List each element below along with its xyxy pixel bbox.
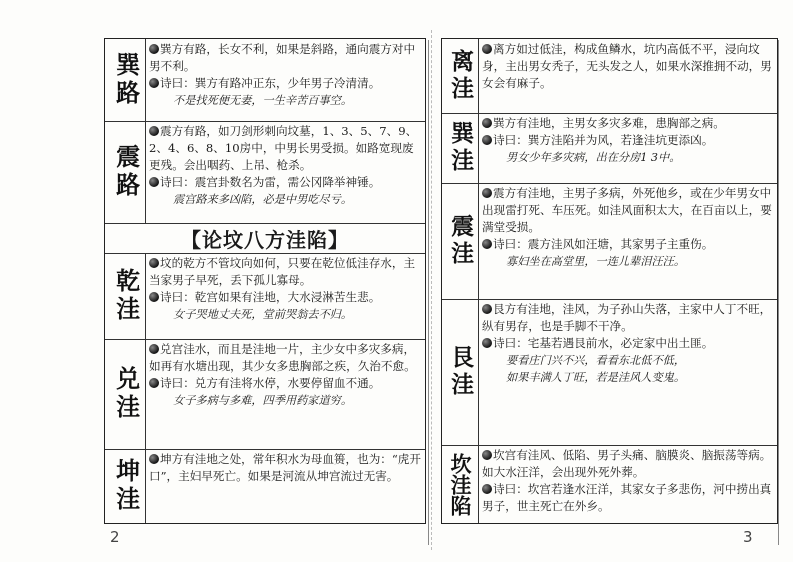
paragraph: 坎宫有洼风、低陷、男子头痛、脑膜炎、脑振荡等病。如大水汪洋，会出现外死外葬。 bbox=[482, 448, 772, 479]
poem-line: 诗曰：巽方有路冲正东，少年男子冷清清。 bbox=[160, 76, 381, 90]
paragraph: 巽方有洼地，主男女多灾多难，患胸部之病。 bbox=[493, 116, 725, 130]
row-gen-hollow bbox=[442, 299, 777, 446]
poem-line: 震宫路来多凶陷，必是中男吃尽亏。 bbox=[173, 193, 353, 206]
section-title bbox=[105, 223, 425, 254]
poem-line: 诗曰：坎宫若逢水汪洋，其家女子多悲伤，河中捞出真男子，世主死亡在外乡。 bbox=[482, 482, 772, 513]
gutter-line-right bbox=[778, 40, 779, 545]
row-content bbox=[146, 339, 425, 449]
paragraph: 艮方有洼地，洼风，为子孙山失落，主家中人丁不旺，纵有男存，也是手脚不干净。 bbox=[482, 302, 772, 333]
row-xun-road bbox=[105, 39, 425, 122]
row-label bbox=[105, 449, 146, 523]
paragraph: 震方有洼地，主男子多病，外死他乡，或在少年男女中出现雷打死、车压死。如洼风面积太大，在百亩以上，要满堂受损。 bbox=[482, 186, 772, 234]
row-label bbox=[442, 113, 479, 183]
poem-line: 要看庄门兴不兴，看看东北低不低， bbox=[506, 354, 686, 367]
poem-line: 诗曰：乾宫如果有洼地，大水浸淋苦生悲。 bbox=[160, 290, 381, 304]
row-content bbox=[146, 121, 425, 223]
poem-line: 诗曰：宅基若遇艮前水，必定家中出土匪。 bbox=[493, 336, 714, 350]
row-zhen-road bbox=[105, 121, 425, 224]
row-kan-hollow bbox=[442, 445, 777, 523]
poem-line: 诗曰：巽方洼陷并为风，若逢洼坑更添凶。 bbox=[493, 133, 714, 147]
label-text: 坎洼陷 bbox=[448, 452, 473, 516]
poem-line: 女子多病与多难，四季用药家道穷。 bbox=[173, 394, 353, 407]
paragraph: 坟的乾方不管坟向如何，只要在乾位低洼存水，主当家男子早死，丢下孤儿寡母。 bbox=[149, 256, 416, 287]
poem-line: 诗曰：兑方有洼将水停，水要停留血不通。 bbox=[160, 376, 381, 390]
bullet-icon bbox=[149, 44, 159, 54]
poem-line: 诗曰：震宫卦数名为雷，需公冈降举神锤。 bbox=[160, 175, 381, 189]
left-page-frame bbox=[104, 38, 426, 524]
row-label bbox=[105, 39, 146, 121]
row-content bbox=[479, 299, 777, 445]
bullet-icon bbox=[482, 118, 492, 128]
label-text: 离洼 bbox=[447, 49, 474, 103]
bullet-icon bbox=[482, 304, 492, 314]
paragraph: 巽方有路，长女不利，如果是斜路，通向震方对中男不利。 bbox=[149, 42, 416, 73]
bullet-icon bbox=[149, 292, 159, 302]
poem-line: 诗曰：震方洼风如汪塘，其家男子主重伤。 bbox=[493, 237, 714, 251]
poem-line: 如果丰满人丁旺，若是洼风人变鬼。 bbox=[506, 371, 686, 384]
label-text: 坤洼 bbox=[111, 458, 140, 514]
bullet-icon bbox=[149, 177, 159, 187]
bullet-icon bbox=[482, 450, 492, 460]
row-label bbox=[105, 253, 146, 339]
poem-line: 女子哭地丈夫死，堂前哭翁去不归。 bbox=[173, 308, 353, 321]
bullet-icon bbox=[149, 378, 159, 388]
row-content bbox=[479, 445, 777, 523]
page-number: 2 bbox=[110, 528, 120, 546]
row-label bbox=[442, 299, 479, 445]
bullet-icon bbox=[482, 188, 492, 198]
row-kun-hollow bbox=[105, 449, 425, 523]
poem-line: 不是找死便无妻，一生辛苦百事空。 bbox=[173, 94, 353, 107]
label-text: 震洼 bbox=[447, 214, 474, 268]
row-content bbox=[479, 39, 777, 113]
row-label bbox=[442, 445, 479, 523]
label-text: 震路 bbox=[111, 144, 140, 200]
paragraph: 兑宫洼水，而且是洼地一片，主少女中多灾多病，如再有水塘出现，其少女多患胸部之疾，久治不愈。 bbox=[149, 342, 416, 373]
poem-line: 男女少年多灾病，出在分房1 3中。 bbox=[506, 151, 681, 164]
row-content bbox=[146, 253, 425, 339]
row-qian-hollow bbox=[105, 253, 425, 340]
poem-line: 寡妇坐在高堂里，一连儿辈泪汪汪。 bbox=[506, 255, 686, 268]
row-content bbox=[479, 113, 777, 183]
paragraph: 震方有路，如刀剑形刺向坟墓，1、3、5、7、9、2、4、6、8、10房中，中男长男受损。如路宽现废更残。会出咽药、上吊、枪杀。 bbox=[149, 124, 418, 172]
row-zhen-hollow bbox=[442, 183, 777, 300]
row-label bbox=[442, 183, 479, 299]
section-title-text: 【论坟八方洼陷】 bbox=[181, 227, 349, 252]
bullet-icon bbox=[482, 44, 492, 54]
label-text: 乾洼 bbox=[111, 268, 140, 324]
row-label bbox=[105, 121, 146, 223]
page-gutter bbox=[431, 30, 433, 550]
bullet-icon bbox=[482, 338, 492, 348]
bullet-icon bbox=[482, 239, 492, 249]
row-li-hollow bbox=[442, 39, 777, 114]
bullet-icon bbox=[149, 344, 159, 354]
row-content bbox=[146, 449, 425, 523]
bullet-icon bbox=[149, 454, 159, 464]
paragraph: 离方如过低洼，构成鱼鳞水，坑内高低不平，浸向坟身，主出男女秃子，无头发之人，如果水深推拥不动，男女会有麻子。 bbox=[482, 42, 772, 90]
row-label bbox=[105, 339, 146, 449]
bullet-icon bbox=[149, 78, 159, 88]
label-text: 艮洼 bbox=[447, 345, 474, 399]
label-text: 巽洼 bbox=[447, 121, 474, 175]
row-content bbox=[479, 183, 777, 299]
row-label bbox=[442, 39, 479, 113]
bullet-icon bbox=[149, 126, 159, 136]
row-dui-hollow bbox=[105, 339, 425, 450]
row-content bbox=[146, 39, 425, 121]
page-number: 3 bbox=[743, 528, 753, 546]
paragraph: 坤方有洼地之处，常年积水为母血篑，也为：“虎开口”，主妇早死亡。如果是河流从坤宫流过无害。 bbox=[149, 452, 421, 483]
bullet-icon bbox=[482, 484, 492, 494]
row-xun-hollow bbox=[442, 113, 777, 184]
gutter-line-left bbox=[428, 40, 429, 545]
right-page-frame bbox=[441, 38, 778, 524]
bullet-icon bbox=[482, 135, 492, 145]
label-text: 巽路 bbox=[111, 52, 140, 108]
label-text: 兑洼 bbox=[111, 366, 140, 422]
bullet-icon bbox=[149, 258, 159, 268]
